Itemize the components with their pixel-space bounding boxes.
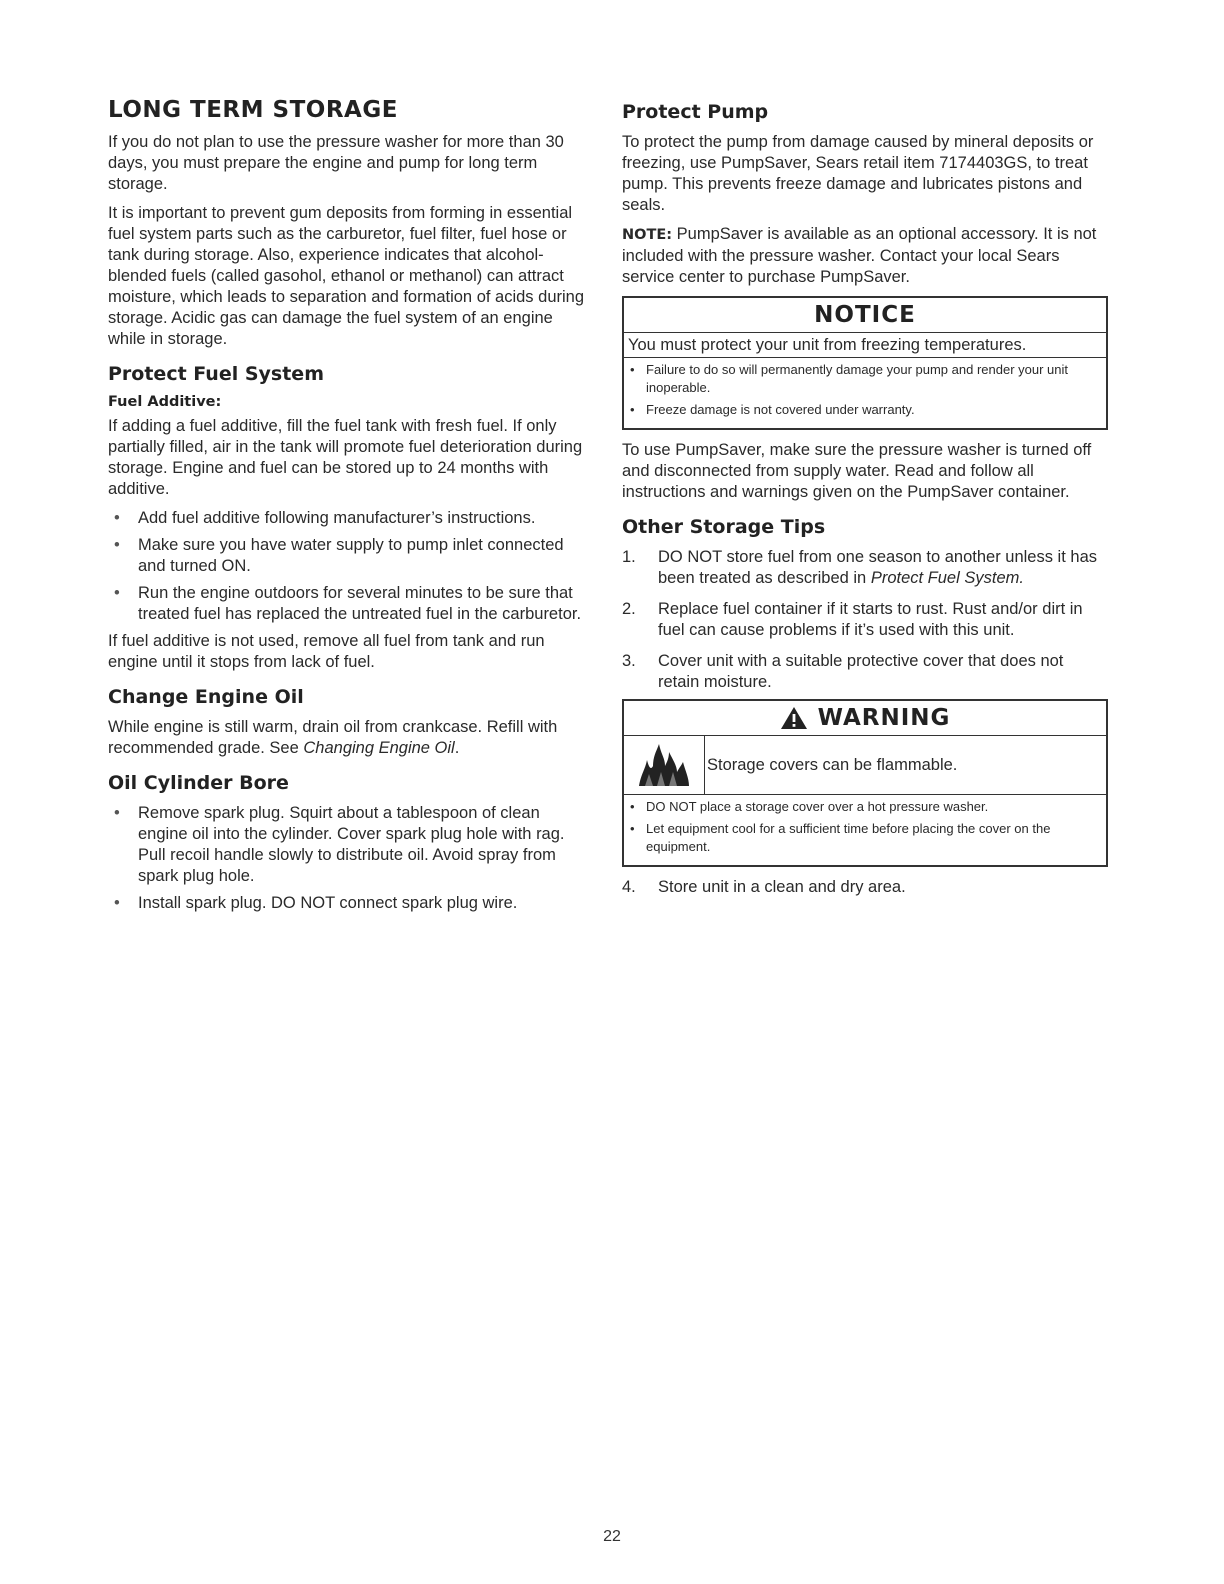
item-number: 3. — [622, 652, 636, 670]
intro-paragraph-2: It is important to prevent gum deposits from forming in essential fuel system parts such as the carburetor, fuel filter, fuel hose or tank during storage. Also, experience indicates that alcohol-blended fuels (called gasohol, ethanol or methanol) can attract moisture, which leads to separation and formation of acids during storage. Acidic gas can damage the fuel system of an engine while in storage. — [108, 204, 585, 348]
warning-hazard-row — [624, 736, 1106, 795]
right-column — [622, 96, 1108, 908]
item-number: 4. — [622, 878, 636, 896]
fuel-additive-list — [108, 508, 590, 625]
cylinder-bore-list — [108, 803, 590, 914]
list-item: • Make sure you have water supply to pump inlet connected and turned ON. — [108, 535, 590, 577]
fuel-additive-subheading: Fuel Additive: — [108, 394, 222, 410]
item-text: Replace fuel container if it starts to rust. Rust and/or dirt in fuel can cause problems if it’s used with this unit. — [658, 600, 1083, 639]
item-number: 2. — [622, 600, 636, 618]
pumpsaver-note — [622, 224, 1108, 288]
note-text: PumpSaver is available as an optional accessory. It is not included with the pressure washer. Contact your local Sears service center to purchase PumpSaver. — [622, 225, 1097, 286]
list-item — [622, 547, 1108, 589]
other-storage-tips-heading: Other Storage Tips — [622, 516, 826, 538]
note-label: NOTE: — [622, 227, 673, 243]
intro-paragraph-1: If you do not plan to use the pressure washer for more than 30 days, you must prepare the engine and pump for long term storage. — [108, 133, 564, 193]
notice-lead: You must protect your unit from freezing temperatures. — [624, 333, 1106, 358]
fire-hazard-icon — [624, 736, 705, 794]
notice-title: NOTICE — [624, 298, 1106, 333]
list-item — [622, 877, 1108, 898]
list-item: • Freeze damage is not covered under warranty. — [628, 401, 1102, 419]
oil-cylinder-bore-heading: Oil Cylinder Bore — [108, 772, 289, 794]
notice-box — [622, 296, 1108, 430]
engine-oil-end: . — [454, 739, 460, 757]
fuel-additive-paragraph: If adding a fuel additive, fill the fuel tank with fresh fuel. If only partially filled, air in the tank will promote fuel deterioration during storage. Engine and fuel can be stored up to 24 months with additive. — [108, 417, 583, 498]
left-column — [108, 96, 590, 920]
warning-header — [624, 701, 1106, 736]
no-additive-paragraph: If fuel additive is not used, remove all fuel from tank and run engine until it stops from lack of fuel. — [108, 632, 545, 671]
list-item: • Add fuel additive following manufacturer’s instructions. — [108, 508, 590, 529]
protect-pump-paragraph: To protect the pump from damage caused by mineral deposits or freezing, use PumpSaver, Sears retail item 7174403GS, to treat pump. This prevents freeze damage and lubricates pistons and seals. — [622, 133, 1094, 214]
item-text: Store unit in a clean and dry area. — [658, 878, 906, 896]
engine-oil-text: While engine is still warm, drain oil from crankcase. Refill with recommended grade. See — [108, 718, 558, 757]
list-item: • DO NOT place a storage cover over a hot pressure washer. — [628, 798, 1102, 816]
list-item — [622, 599, 1108, 641]
engine-oil-reference: Changing Engine Oil — [303, 739, 455, 757]
change-engine-oil-heading: Change Engine Oil — [108, 686, 304, 708]
list-item — [622, 651, 1108, 693]
warning-lead: Storage covers can be flammable. — [707, 756, 958, 774]
warning-box — [622, 699, 1108, 867]
notice-list — [624, 358, 1106, 428]
storage-tips-list — [622, 547, 1108, 693]
warning-triangle-icon — [780, 706, 808, 730]
item-reference: Protect Fuel System. — [870, 569, 1024, 587]
item-text: Cover unit with a suitable protective cover that does not retain moisture. — [658, 652, 1064, 691]
warning-list — [624, 795, 1106, 865]
list-item: • Install spark plug. DO NOT connect spark plug wire. — [108, 893, 590, 914]
list-item: • Run the engine outdoors for several minutes to be sure that treated fuel has replaced the untreated fuel in the carburetor. — [108, 583, 590, 625]
pumpsaver-usage-paragraph: To use PumpSaver, make sure the pressure washer is turned off and disconnected from supply water. Read and follow all instructions and warnings given on the PumpSaver container. — [622, 441, 1092, 501]
flame-icon — [635, 742, 693, 788]
storage-tips-list-continued — [622, 877, 1108, 898]
list-item: • Failure to do so will permanently damage your pump and render your unit inoperable. — [628, 361, 1102, 397]
page-title: LONG TERM STORAGE — [108, 97, 398, 123]
engine-oil-paragraph — [108, 717, 590, 759]
protect-pump-heading: Protect Pump — [622, 101, 769, 123]
list-item: • Remove spark plug. Squirt about a tablespoon of clean engine oil into the cylinder. Cover spark plug hole with rag. Pull recoil handle slowly to distribute oil. Avoid spray from spark plug hole. — [108, 803, 590, 887]
warning-title: WARNING — [817, 705, 951, 731]
protect-fuel-system-heading: Protect Fuel System — [108, 363, 324, 385]
page-number: 22 — [603, 1528, 621, 1545]
item-text: DO NOT store fuel from one season to another unless it has been treated as described in — [658, 548, 1097, 587]
item-number: 1. — [622, 548, 636, 566]
list-item: • Let equipment cool for a sufficient time before placing the cover on the equipment. — [628, 820, 1102, 856]
